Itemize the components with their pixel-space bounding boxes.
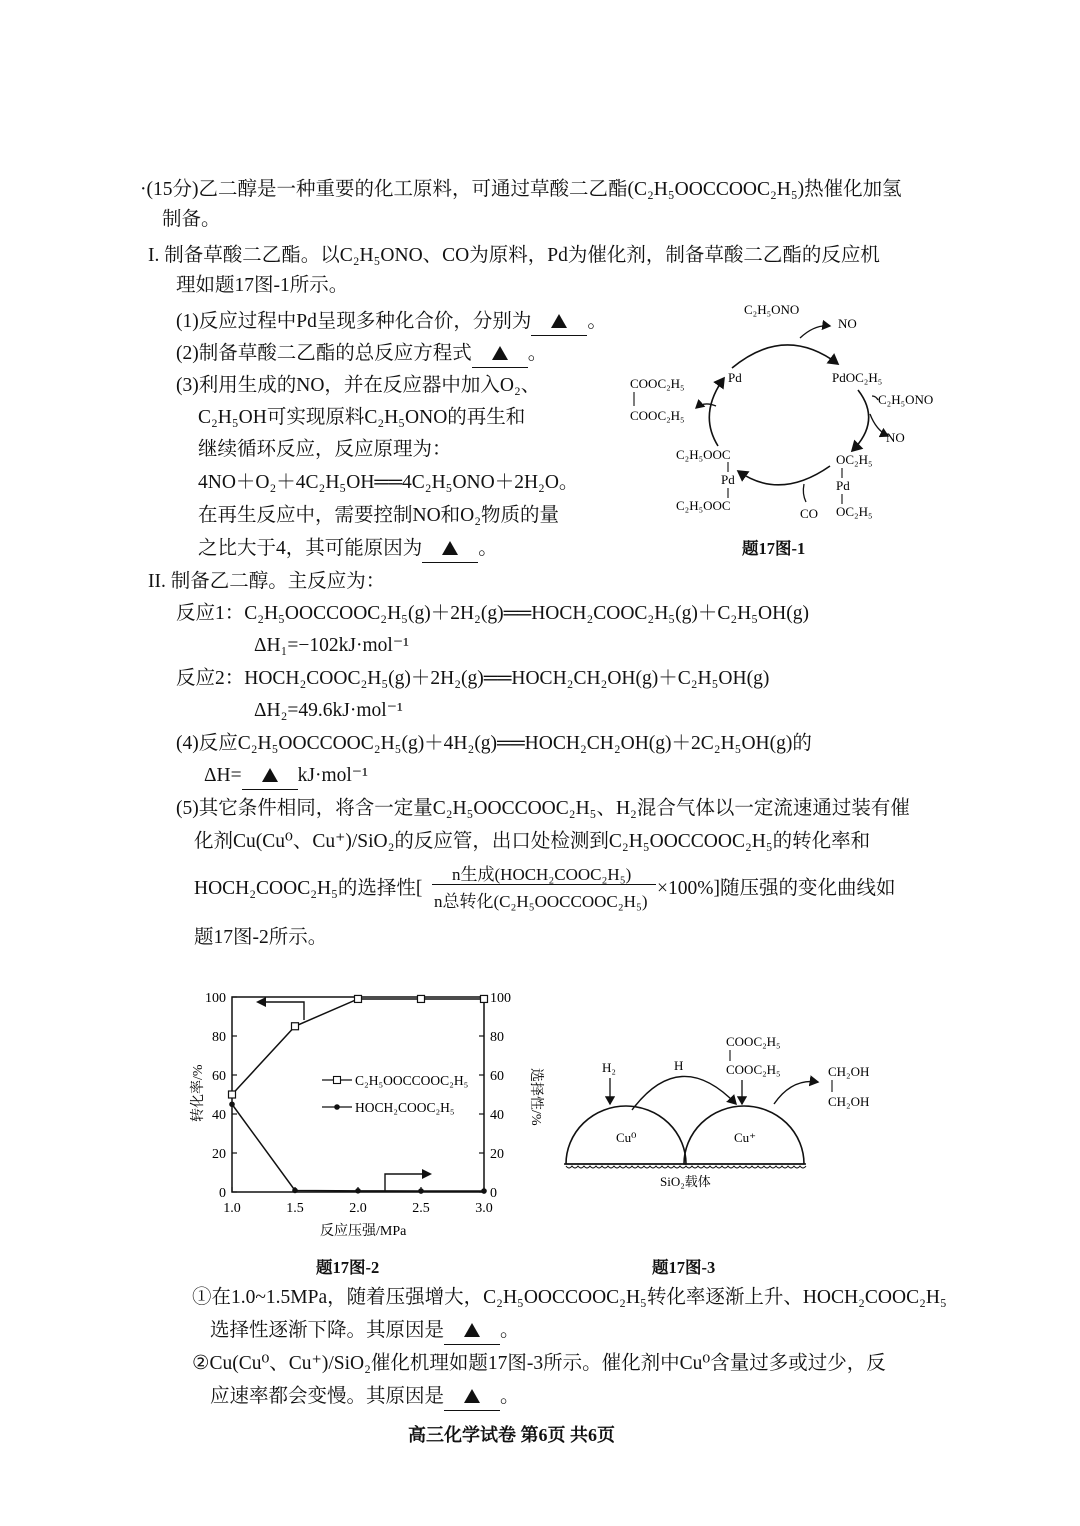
question-intro-line1: ·(15分)乙二醇是一种重要的化工原料，可通过草酸二乙酯(C₂H₅OOCCOOC₂H₅)热催化加氢	[140, 179, 902, 200]
triangle-icon	[262, 768, 278, 782]
triangle-icon	[464, 1389, 480, 1403]
fig1-co: CO	[800, 506, 819, 521]
period: 。	[478, 538, 498, 559]
data-point-ester	[418, 995, 425, 1002]
q3-line5: 在再生反应中，需要控制NO和O₂物质的量	[198, 505, 560, 526]
y-tick-label-left: 40	[212, 1108, 226, 1123]
fig3-h: H	[674, 1058, 684, 1073]
period: 。	[587, 311, 607, 332]
y-tick-label-left: 80	[212, 1030, 226, 1045]
q5-line1: (5)其它条件相同，将含一定量C₂H₅OOCCOOC₂H₅、H₂混合气体以一定流速通过装有催	[176, 798, 910, 819]
selectivity-fraction-denominator: n总转化(C₂H₅OOCCOOC₂H₅)	[434, 892, 648, 911]
data-point-hydroxy-ester	[418, 1188, 424, 1194]
sub1-line1: ①在1.0~1.5MPa，随着压强增大，C₂H₅OOCCOOC₂H₅转化率逐渐上升、HOCH₂COOC₂H₅	[192, 1287, 947, 1308]
fig2-chart	[180, 982, 543, 1244]
chart-xlabel: 反应压强/MPa	[320, 1224, 407, 1239]
fig3-support: SiO₂载体	[660, 1174, 711, 1189]
answer-blank-2[interactable]	[472, 341, 528, 368]
y-tick-label-left: 60	[212, 1069, 226, 1084]
fig3-h2: H₂	[602, 1060, 616, 1075]
fig1-left-c1: C₂H₅OOC	[676, 447, 731, 462]
left-axis-indicator-arrowhead	[256, 997, 266, 1007]
y-tick-label-left: 20	[212, 1147, 226, 1162]
left-axis-indicator-arrow	[266, 1002, 304, 1020]
y-tick-label-right: 20	[490, 1147, 504, 1162]
fig1-no-top: NO	[838, 316, 857, 331]
fig3-mechanism-diagram	[560, 1030, 890, 1200]
fig1-c2h5ono-top: C₂H₅ONO	[744, 302, 800, 317]
chart-legend-ester: C₂H₅OOCCOOC₂H₅	[355, 1073, 469, 1088]
q1-line	[176, 309, 607, 336]
data-point-ester	[292, 1023, 299, 1030]
cycle-arc-bottom	[738, 466, 830, 485]
page-footer: 高三化学试卷 第6页 共6页	[408, 1425, 615, 1445]
part1-title-line2: 理如题17图-1所示。	[176, 275, 349, 296]
fig1-right-o1: OC₂H₅	[836, 452, 873, 467]
sub1-text: 选择性逐渐下降。其原因是	[210, 1320, 445, 1341]
fig1-left-c2: C₂H₅OOC	[676, 498, 731, 513]
x-tick-label: 1.0	[223, 1201, 241, 1216]
answer-blank-1[interactable]	[531, 309, 587, 336]
side-arrow-product	[696, 404, 716, 408]
q3-line1: (3)利用生成的NO，并在反应器中加入O₂、	[176, 375, 541, 396]
answer-blank-3[interactable]	[422, 536, 478, 563]
legend-marker-hydroxy-ester	[334, 1104, 340, 1110]
q2-text: (2)制备草酸二乙酯的总反应方程式	[176, 343, 472, 364]
sub2-text: 应速率都会变慢。其原因是	[210, 1386, 445, 1407]
chart-frame	[232, 997, 484, 1192]
fig1-pdoc2h5: PdOC₂H₅	[832, 370, 883, 385]
x-tick-label: 1.5	[286, 1201, 304, 1216]
fig1-caption: 题17图-1	[742, 539, 806, 558]
cycle-arc-left	[709, 378, 724, 446]
chart-ylabel-right: 选择性/%	[528, 1068, 543, 1126]
fig1-no-right: NO	[886, 430, 905, 445]
fig1-cooc2h5-b: COOC₂H₅	[630, 408, 685, 423]
q2-line	[176, 341, 547, 368]
data-point-hydroxy-ester	[229, 1101, 235, 1107]
y-tick-label-right: 100	[490, 991, 511, 1006]
q3-line6	[198, 536, 498, 563]
x-tick-label: 3.0	[475, 1201, 493, 1216]
y-tick-label-right: 40	[490, 1108, 504, 1123]
q5-line3b: ×100%]随压强的变化曲线如	[657, 878, 896, 899]
answer-blank-5[interactable]	[444, 1318, 500, 1345]
fig3-glycol-bottom: CH₂OH	[828, 1094, 870, 1109]
fig1-right-pd: Pd	[836, 478, 850, 493]
data-point-ester	[229, 1091, 236, 1098]
reaction-2-dh: ΔH₂=49.6kJ·mol⁻¹	[254, 700, 403, 721]
x-tick-label: 2.0	[349, 1201, 367, 1216]
q5-line2: 化剂Cu(Cu⁰、Cu⁺)/SiO₂的反应管，出口处检测到C₂H₅OOCCOOC₂H₅的转化率和	[194, 831, 871, 852]
fig3-ester-top: COOC₂H₅	[726, 1034, 781, 1049]
fig3-cup: Cu⁺	[734, 1130, 757, 1145]
fig3-ester-bottom: COOC₂H₅	[726, 1062, 781, 1077]
y-tick-label-left: 100	[205, 991, 226, 1006]
period: 。	[527, 343, 548, 364]
sio2-hatch	[566, 1166, 806, 1168]
y-tick-label-right: 0	[490, 1186, 497, 1201]
fig1-cooc2h5-a: COOC₂H₅	[630, 376, 685, 391]
chart-legend-hydroxy-ester: HOCH₂COOC₂H₅	[355, 1100, 455, 1115]
triangle-icon	[442, 541, 458, 555]
q5-line4: 题17图-2所示。	[194, 927, 328, 948]
data-point-hydroxy-ester	[481, 1188, 487, 1194]
part1-title-line1: I. 制备草酸二乙酯。以C₂H₅ONO、CO为原料，Pd为催化剂，制备草酸二乙酯的反应机	[148, 245, 880, 266]
reaction-1: 反应1：C₂H₅OOCCOOC₂H₅(g)＋2H₂(g)══HOCH₂COOC₂H₅(g)＋C₂H₅OH(g)	[176, 603, 809, 624]
q3-equation: 4NO＋O₂＋4C₂H₅OH══4C₂H₅ONO＋2H₂O。	[198, 472, 579, 493]
q4-line2	[204, 763, 368, 790]
legend-marker-ester	[334, 1077, 341, 1084]
cycle-arc-right	[852, 390, 869, 451]
data-point-ester	[355, 995, 362, 1002]
reaction-1-dh: ΔH₁=−102kJ·mol⁻¹	[254, 635, 409, 656]
fraction-bar	[432, 884, 656, 885]
right-axis-indicator-arrow	[385, 1174, 422, 1192]
reaction-2: 反应2：HOCH₂COOC₂H₅(g)＋2H₂(g)══HOCH₂CH₂OH(g)＋C₂H₅OH(g)	[176, 668, 770, 689]
part2-title: II. 制备乙二醇。主反应为：	[148, 571, 386, 592]
q3-line2: C₂H₅OH可实现原料C₂H₅ONO的再生和	[198, 407, 526, 428]
sub2-line1: ②Cu(Cu⁰、Cu⁺)/SiO₂催化机理如题17图-3所示。催化剂中Cu⁰含量过多或过少，反	[192, 1353, 886, 1374]
x-tick-label: 2.5	[412, 1201, 430, 1216]
period: 。	[500, 1320, 520, 1341]
side-arrow-no-top	[800, 326, 830, 338]
answer-blank-6[interactable]	[444, 1384, 500, 1411]
triangle-icon	[464, 1323, 480, 1337]
y-tick-label-right: 80	[490, 1030, 504, 1045]
series-line-hydroxy-ester	[232, 1104, 484, 1191]
fig1-mechanism-diagram	[620, 296, 950, 528]
data-point-hydroxy-ester	[292, 1188, 298, 1194]
triangle-icon	[492, 346, 508, 360]
fig3-cu0: Cu⁰	[616, 1130, 637, 1145]
question-intro-line2: 制备。	[162, 209, 221, 230]
sub1-line2	[210, 1318, 520, 1345]
y-tick-label-right: 60	[490, 1069, 504, 1084]
q3-line3: 继续循环反应，反应原理为：	[198, 439, 452, 460]
side-arrow-co	[803, 484, 806, 502]
right-axis-indicator-arrowhead	[422, 1169, 432, 1179]
y-tick-label-left: 0	[219, 1186, 226, 1201]
sub2-line2	[210, 1384, 520, 1411]
fig1-left-pd: Pd	[721, 472, 735, 487]
fig2-caption: 题17图-2	[316, 1258, 380, 1277]
selectivity-fraction-numerator: n生成(HOCH₂COOC₂H₅)	[452, 865, 632, 884]
q4-line1: (4)反应C₂H₅OOCCOOC₂H₅(g)＋4H₂(g)══HOCH₂CH₂OH(g)＋2C₂H₅OH(g)的	[176, 733, 812, 754]
period: 。	[500, 1386, 520, 1407]
product-desorb-arrow	[774, 1081, 818, 1104]
q4-unit: kJ·mol⁻¹	[297, 765, 368, 786]
fig1-right-o2: OC₂H₅	[836, 504, 873, 519]
q4-dh-label: ΔH=	[204, 765, 242, 786]
fig3-caption: 题17图-3	[652, 1258, 716, 1277]
fig1-pd-top: Pd	[728, 370, 742, 385]
q5-line3a: HOCH₂COOC₂H₅的选择性[	[194, 878, 423, 899]
answer-blank-4[interactable]	[242, 763, 298, 790]
data-point-hydroxy-ester	[355, 1188, 361, 1194]
data-point-ester	[481, 995, 488, 1002]
q1-text: (1)反应过程中Pd呈现多种化合价，分别为	[176, 311, 532, 332]
cycle-arc-top	[732, 345, 838, 368]
fig1-c2h5ono-right: C₂H₅ONO	[878, 392, 934, 407]
chart-ylabel-left: 转化率/%	[191, 1064, 206, 1122]
fig3-glycol-top: CH₂OH	[828, 1064, 870, 1079]
q3-text: 之比大于4，其可能原因为	[198, 538, 423, 559]
h-spillover-arrow	[632, 1076, 736, 1110]
triangle-icon	[551, 314, 567, 328]
